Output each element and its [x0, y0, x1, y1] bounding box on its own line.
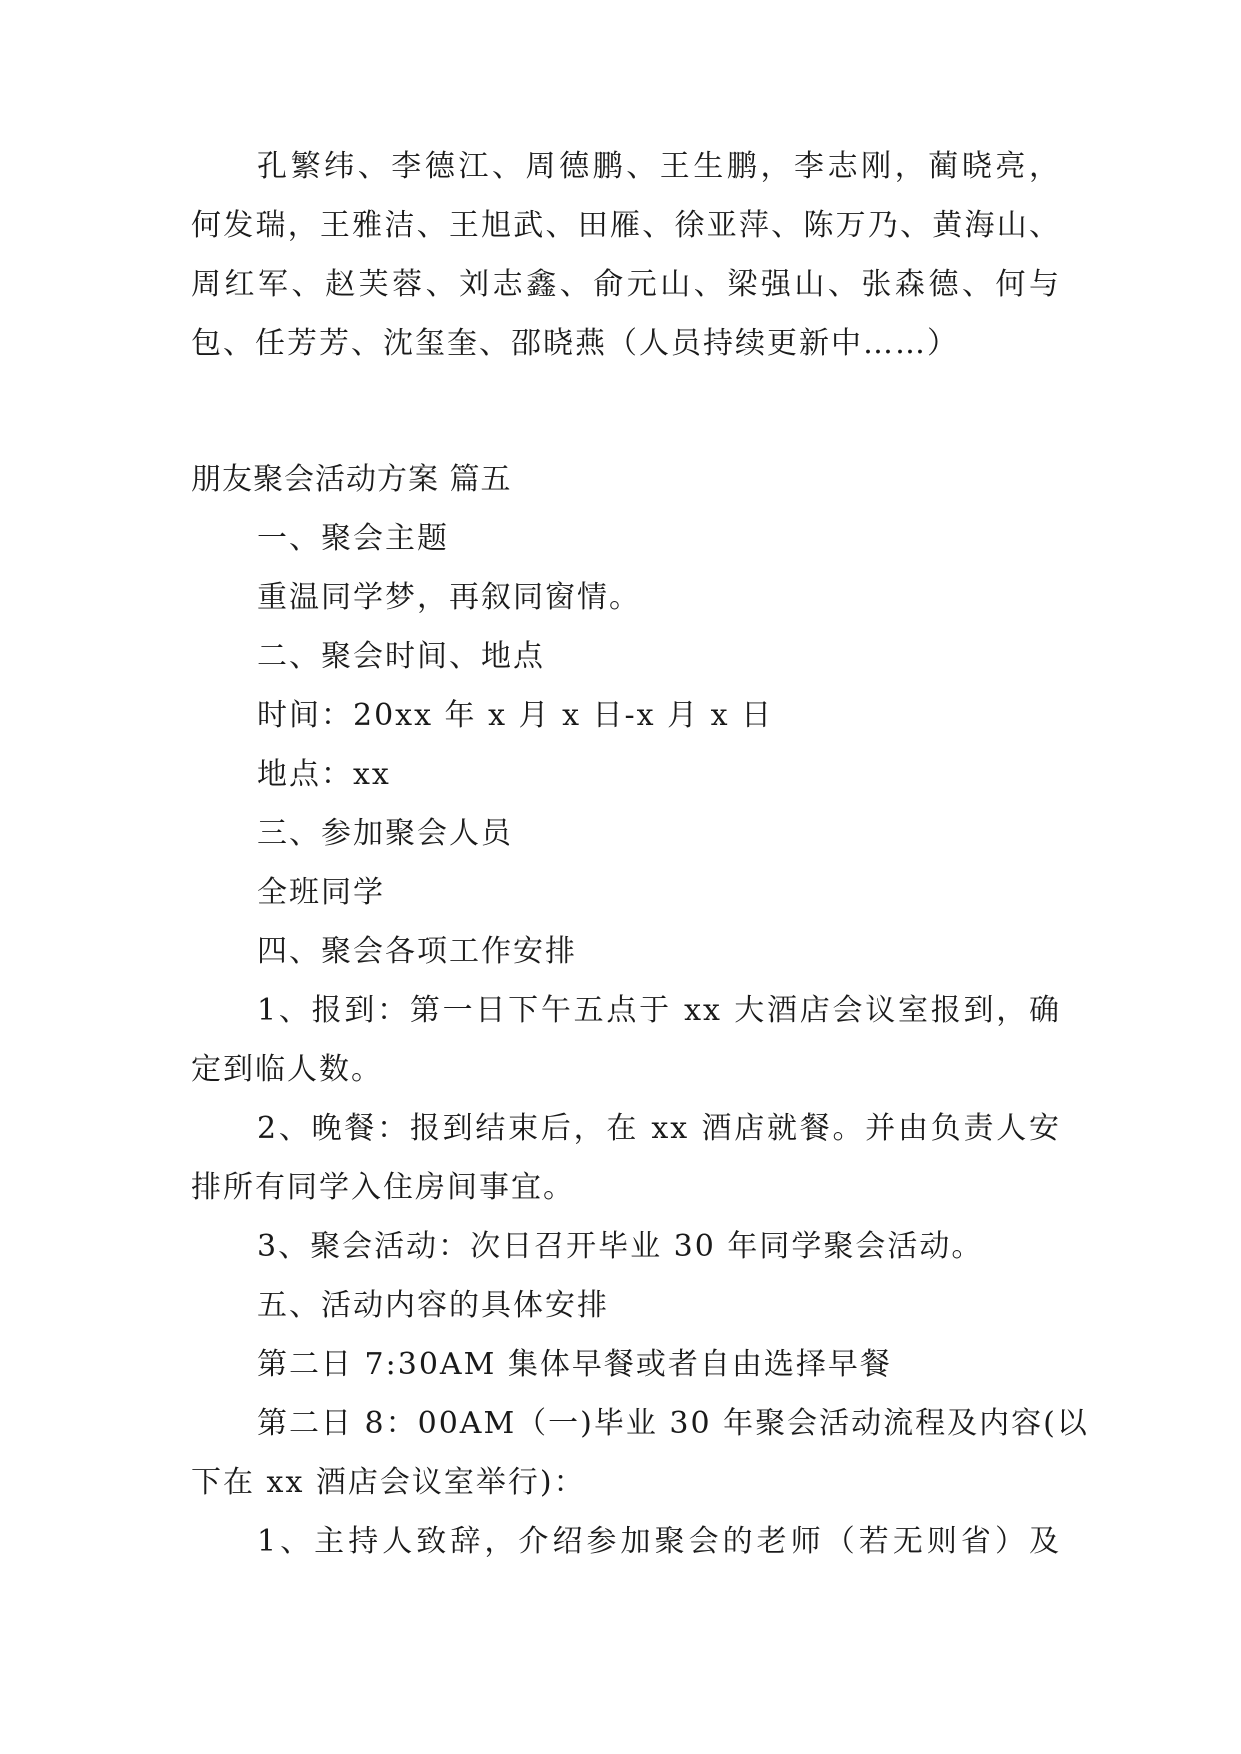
heading-attendees: 三、参加聚会人员: [257, 816, 513, 851]
attendees-text: 全班同学: [257, 875, 385, 910]
names-line-3: 周红军、赵芙蓉、刘志鑫、俞元山、梁强山、张森德、何与: [191, 267, 1061, 302]
names-line-1: 孔繁纬、李德江、周德鹏、王生鹏，李志刚，蔺晓亮，: [257, 149, 1061, 184]
host-speech-line: 1、主持人致辞，介绍参加聚会的老师（若无则省）及: [257, 1524, 1061, 1559]
heading-time-place: 二、聚会时间、地点: [257, 639, 545, 674]
names-line-2: 何发瑞，王雅洁、王旭武、田雁、徐亚萍、陈万乃、黄海山、: [191, 208, 1061, 243]
heading-arrangements: 四、聚会各项工作安排: [257, 934, 577, 969]
arrangement-1-line-1: 1、报到：第一日下午五点于 xx 大酒店会议室报到，确: [257, 993, 1061, 1028]
schedule-activity-line-1: 第二日 8：00AM（一)毕业 30 年聚会活动流程及内容(以: [257, 1406, 1089, 1441]
theme-text: 重温同学梦，再叙同窗情。: [257, 580, 641, 615]
arrangement-3: 3、聚会活动：次日召开毕业 30 年同学聚会活动。: [257, 1229, 984, 1264]
arrangement-1-line-2: 定到临人数。: [191, 1052, 383, 1087]
heading-theme: 一、聚会主题: [257, 521, 449, 556]
names-line-4: 包、任芳芳、沈玺奎、邵晓燕（人员持续更新中……）: [191, 326, 959, 361]
schedule-activity-line-2: 下在 xx 酒店会议室举行)：: [191, 1465, 586, 1500]
place-text: 地点：xx: [257, 757, 391, 792]
time-text: 时间：20xx 年 x 月 x 日-x 月 x 日: [257, 698, 774, 733]
arrangement-2-line-1: 2、晚餐：报到结束后，在 xx 酒店就餐。并由负责人安: [257, 1111, 1061, 1146]
heading-activity-details: 五、活动内容的具体安排: [257, 1288, 609, 1323]
section-title: 朋友聚会活动方案 篇五: [191, 462, 512, 497]
arrangement-2-line-2: 排所有同学入住房间事宜。: [191, 1170, 575, 1205]
schedule-breakfast: 第二日 7:30AM 集体早餐或者自由选择早餐: [257, 1347, 892, 1382]
